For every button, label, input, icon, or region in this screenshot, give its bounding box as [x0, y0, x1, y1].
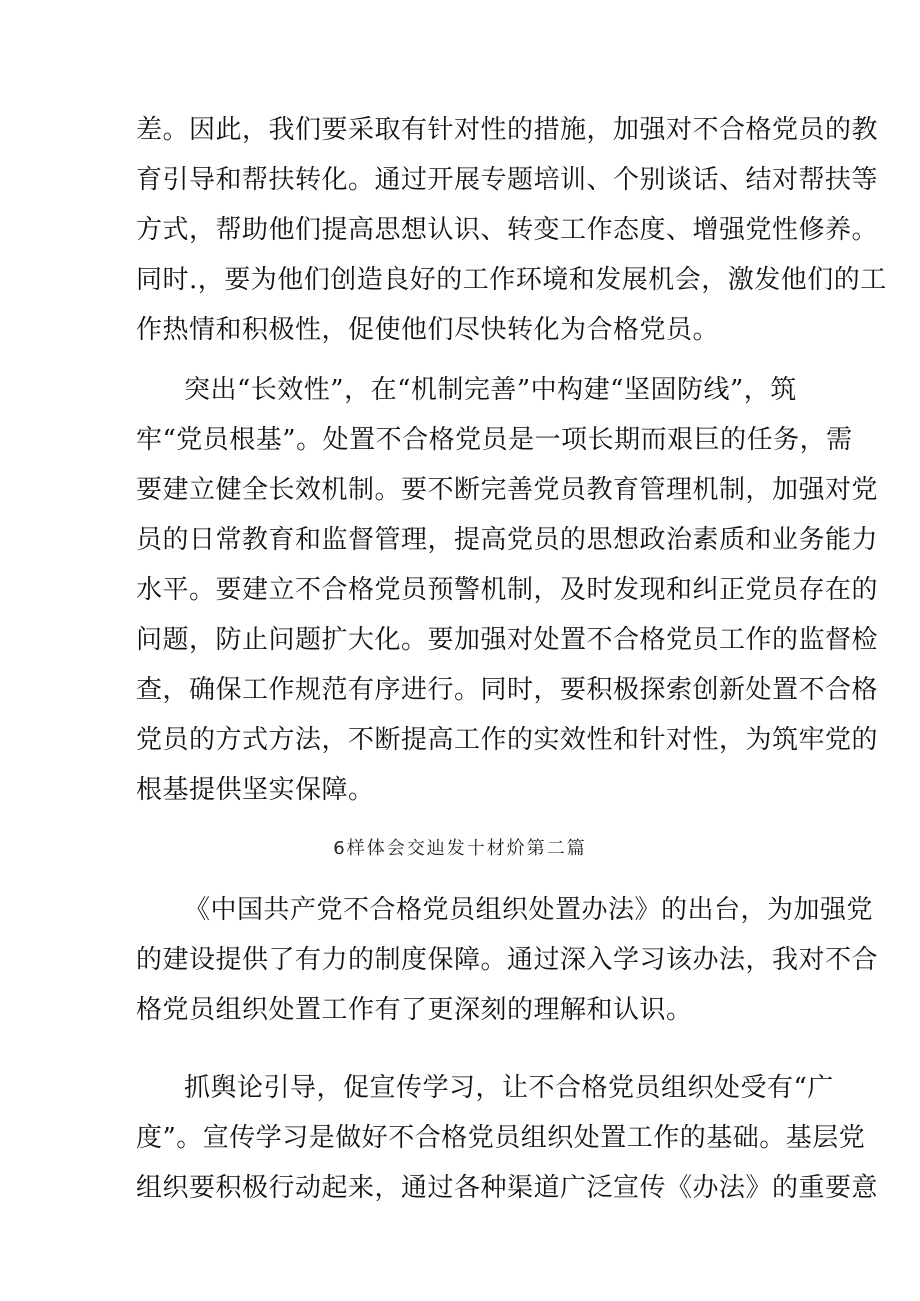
paragraph-1-line-1: 差。因此，我们要采取有针对性的措施，加强对不合格党员的教 [136, 115, 879, 145]
paragraph-2-line-9: 根基提供坚实保障。 [136, 775, 375, 805]
paragraph-1-line-2: 育引导和帮扶转化。通过开展专题培训、个别谈话、结对帮扶等 [136, 165, 879, 195]
paragraph-4-line-3: 组织要积极行动起来，通过各种渠道广泛宣传《办法》的重要意 [136, 1173, 879, 1203]
paragraph-2-line-2: 牢“党员根基”。处置不合格党员是一项长期而艰巨的任务，需 [136, 425, 853, 455]
paragraph-2-line-4: 员的日常教育和监督管理，提高党员的思想政治素质和业务能力 [136, 525, 879, 555]
paragraph-1-line-3: 方式，帮助他们提高思想认识、转变工作态度、增强党性修养。 [136, 215, 879, 245]
paragraph-4-line-2: 度”。宣传学习是做好不合格党员组织处置工作的基础。基层党 [136, 1123, 866, 1153]
paragraph-2-line-5: 水平。要建立不合格党员预警机制，及时发现和纠正党员存在的 [136, 575, 879, 605]
paragraph-2-line-8: 党员的方式方法，不断提高工作的实效性和针对性，为筑牢党的 [136, 725, 879, 755]
paragraph-4-line-1: 抓舆论引导，促宣传学习，让不合格党员组织处受有“广 [184, 1073, 834, 1103]
paragraph-2-line-7: 查，确保工作规范有序进行。同时，要积极探索创新处置不合格 [136, 675, 879, 705]
paragraph-1-line-5: 作热情和积极性，促使他们尽快转化为合格党员。 [136, 315, 720, 345]
section-heading: 6样体会交辿发十材炌第二篇 [333, 838, 587, 859]
paragraph-1-line-4: 同时.，要为他们创造良好的工作环境和发展机会，激发他们的工 [136, 265, 887, 295]
paragraph-3-line-2: 的建设提供了有力的制度保障。通过深入学习该办法，我对不合 [136, 945, 879, 975]
paragraph-3-line-1: 《中国共产党不合格党员组织处置办法》的出台，为加强党 [184, 895, 874, 925]
paragraph-3-line-3: 格党员组织处置工作有了更深刻的理解和认识。 [136, 995, 693, 1025]
paragraph-2-line-3: 要建立健全长效机制。要不断完善党员教育管理机制，加强对党 [136, 475, 879, 505]
paragraph-2-line-1: 突出“长效性”，在“机制完善”中构建“坚固防线”，筑 [184, 375, 797, 405]
paragraph-2-line-6: 问题，防止问题扩大化。要加强对处置不合格党员工作的监督检 [136, 625, 879, 655]
